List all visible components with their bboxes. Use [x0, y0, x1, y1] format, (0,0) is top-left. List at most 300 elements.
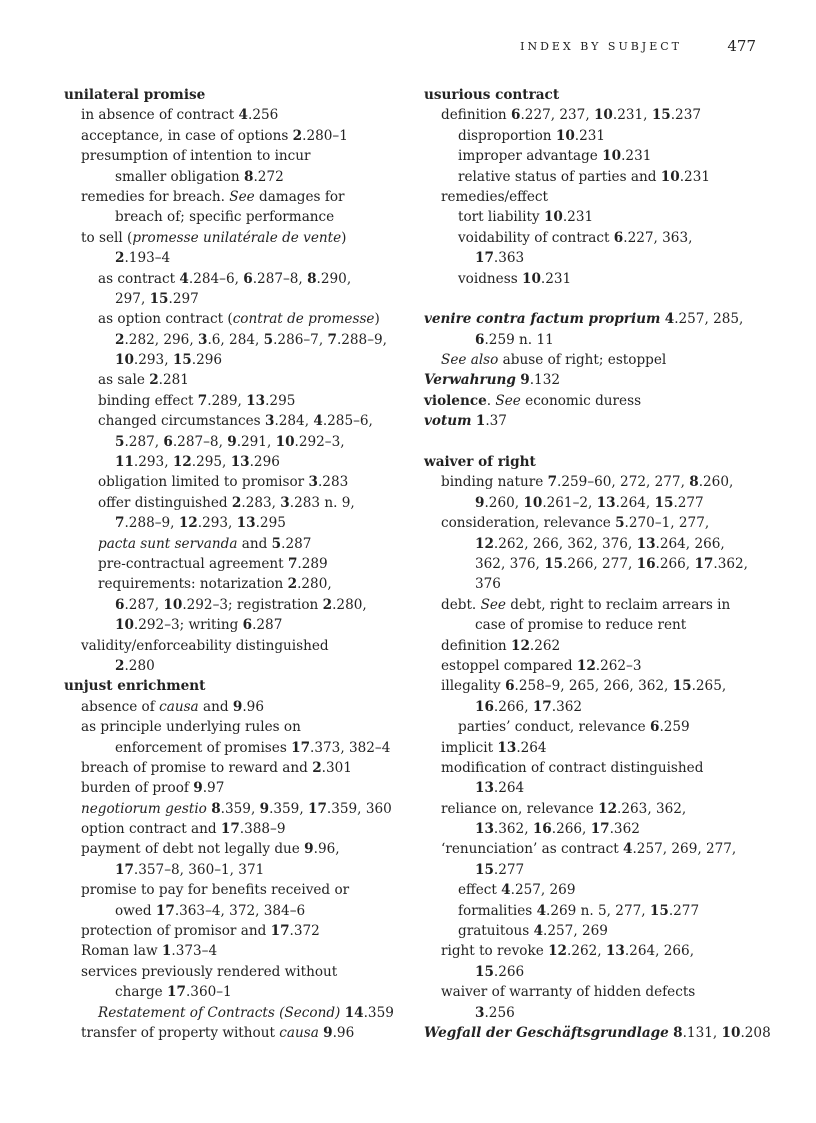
- volume-number: 9: [232, 698, 243, 715]
- entry-text: estoppel compared: [441, 657, 577, 674]
- entry-text: .256: [484, 1004, 515, 1021]
- page-number: 477: [727, 37, 756, 55]
- entry-text: .295,: [191, 454, 231, 471]
- entry-text: breach of promise to reward and: [81, 759, 313, 776]
- volume-number: 4: [536, 902, 547, 919]
- entry-text: .227, 363,: [623, 229, 693, 246]
- entry-text: .280: [124, 657, 155, 674]
- volume-number: 6: [243, 270, 253, 287]
- entry-text: ): [374, 311, 380, 328]
- index-subentry: [64, 228, 404, 248]
- index-subentry: [64, 289, 404, 309]
- entry-text: .272: [253, 168, 284, 185]
- volume-number: 16: [532, 821, 552, 838]
- entry-text: See: [229, 188, 255, 205]
- entry-text: binding effect: [98, 392, 198, 409]
- index-subentry: [64, 187, 404, 207]
- volume-number: 8: [211, 800, 221, 817]
- index-subentry: [424, 350, 764, 370]
- entry-text: services previously rendered without: [81, 963, 338, 980]
- volume-number: 5: [115, 433, 125, 450]
- volume-number: 13: [636, 535, 656, 552]
- volume-number: 2: [149, 372, 159, 389]
- entry-spacer: [424, 432, 764, 452]
- index-subentry: [424, 860, 764, 880]
- entry-text: obligation limited to promisor: [98, 474, 309, 491]
- entry-text: .362: [609, 821, 640, 838]
- volume-number: 17: [270, 923, 290, 940]
- volume-number: 6: [505, 678, 515, 695]
- volume-number: 10: [115, 617, 134, 634]
- entry-text: .359,: [269, 800, 308, 817]
- index-subentry: [424, 228, 764, 248]
- index-subentry: [64, 207, 404, 227]
- entry-text: .231,: [612, 107, 652, 124]
- index-subentry: [424, 880, 764, 900]
- entry-text: .296: [249, 454, 280, 471]
- entry-text: .287: [281, 535, 312, 552]
- entry-text: .284,: [274, 413, 314, 430]
- volume-number: 10: [602, 148, 622, 165]
- index-subentry: [64, 595, 404, 615]
- entry-text: See: [495, 392, 521, 409]
- entry-text: .97: [202, 780, 225, 797]
- entry-text: .259: [659, 719, 690, 736]
- entry-text: .282, 296,: [124, 331, 198, 348]
- entry-text: .264, 266,: [655, 535, 725, 552]
- volume-number: 15: [649, 902, 669, 919]
- index-heading: [424, 452, 764, 472]
- entry-text: .293,: [197, 515, 237, 532]
- entry-text: .260,: [484, 494, 524, 511]
- entry-text: as contract: [98, 270, 180, 287]
- index-subentry: [64, 921, 404, 941]
- volume-number: 13: [230, 454, 250, 471]
- entry-text: enforcement of promises: [115, 739, 292, 756]
- running-header: [0, 37, 816, 57]
- index-subentry: [424, 1003, 764, 1023]
- entry-text: .287,: [124, 596, 164, 613]
- index-subentry: [424, 534, 764, 554]
- entry-text: tort liability: [458, 209, 544, 226]
- entry-text: .362,: [493, 821, 533, 838]
- entry-text: .291,: [236, 433, 276, 450]
- index-subentry: [424, 962, 764, 982]
- index-subentry: [64, 126, 404, 146]
- index-subentry: [64, 105, 404, 125]
- index-heading: [64, 85, 404, 105]
- index-subentry: [424, 758, 764, 778]
- volume-number: 5: [263, 331, 274, 348]
- volume-number: 3: [280, 494, 290, 511]
- entry-text: .281: [158, 372, 189, 389]
- volume-number: 6: [242, 617, 253, 634]
- index-subentry: [64, 941, 404, 961]
- entry-text: .286–7,: [273, 331, 328, 348]
- entry-text: .288–9,: [336, 331, 387, 348]
- volume-number: 12: [475, 535, 494, 552]
- entry-text: .363–4, 372, 384–6: [174, 902, 306, 919]
- entry-text: .266,: [551, 821, 591, 838]
- volume-number: 9: [259, 800, 270, 817]
- volume-number: 8: [689, 474, 699, 491]
- index-subentry: [64, 167, 404, 187]
- volume-number: 16: [475, 698, 494, 715]
- index-subentry: [424, 207, 764, 227]
- index-subentry: [424, 126, 764, 146]
- entry-text: .295: [255, 515, 286, 532]
- entry-text: 376: [475, 576, 501, 593]
- index-subentry: [64, 391, 404, 411]
- entry-text: .296: [191, 352, 223, 369]
- entry-text: .265,: [691, 678, 727, 695]
- entry-text: right to revoke: [441, 943, 549, 960]
- entry-text: .269 n. 5, 277,: [546, 902, 650, 919]
- index-subentry: [424, 676, 764, 696]
- entry-text: requirements: notarization: [98, 576, 288, 593]
- entry-text: .231: [574, 127, 606, 144]
- entry-text: economic duress: [520, 392, 642, 409]
- volume-number: 1: [161, 943, 172, 960]
- entry-text: .266,: [493, 698, 533, 715]
- entry-text: .262: [529, 637, 561, 654]
- index-subentry: [424, 778, 764, 798]
- entry-text: and: [198, 698, 233, 715]
- volume-number: 13: [236, 515, 256, 532]
- entry-text: promise to pay for benefits received or: [81, 882, 350, 899]
- entry-text: usurious contract: [424, 87, 560, 103]
- entry-text: .287–8,: [172, 433, 228, 450]
- index-subentry: [64, 452, 404, 472]
- volume-number: 7: [327, 331, 337, 348]
- index-heading: [424, 309, 764, 329]
- entry-text: transfer of property without: [81, 1024, 280, 1041]
- volume-number: 2: [115, 250, 125, 267]
- volume-number: 10: [660, 168, 680, 185]
- entry-text: causa: [279, 1024, 319, 1041]
- volume-number: 7: [287, 555, 298, 572]
- entry-text: .373–4: [171, 943, 218, 960]
- entry-text: 362, 376,: [475, 555, 545, 572]
- entry-text: .227, 237,: [520, 107, 594, 124]
- entry-text: .270–1, 277,: [624, 515, 710, 532]
- entry-text: .37: [485, 413, 507, 430]
- index-subentry: [64, 819, 404, 839]
- entry-text: abuse of right; estoppel: [498, 352, 667, 369]
- entry-text: votum: [424, 413, 472, 430]
- volume-number: 13: [475, 821, 494, 838]
- volume-number: 3: [308, 474, 318, 491]
- entry-text: Restatement of Contracts (Second): [98, 1004, 341, 1021]
- index-subentry: [424, 513, 764, 533]
- entry-text: waiver of warranty of hidden defects: [441, 984, 696, 1001]
- index-subentry: [64, 799, 404, 819]
- volume-number: 2: [322, 596, 333, 613]
- index-subentry: [64, 350, 404, 370]
- volume-number: 17: [532, 698, 552, 715]
- entry-text: burden of proof: [81, 780, 194, 797]
- entry-text: .231: [679, 168, 710, 185]
- entry-text: parties’ conduct, relevance: [458, 719, 650, 736]
- entry-text: .96: [332, 1024, 355, 1041]
- entry-text: .96,: [313, 841, 340, 858]
- index-subentry: [64, 697, 404, 717]
- entry-text: .259 n. 11: [484, 331, 554, 348]
- index-subentry: [424, 697, 764, 717]
- volume-number: 6: [475, 331, 485, 348]
- entry-text: .231: [540, 270, 572, 287]
- entry-text: gratuitous: [458, 923, 534, 940]
- index-subentry: [64, 778, 404, 798]
- volume-number: 17: [475, 250, 494, 267]
- volume-number: 10: [593, 107, 613, 124]
- entry-text: implicit: [441, 739, 498, 756]
- volume-number: 13: [596, 494, 616, 511]
- volume-number: 17: [291, 739, 311, 756]
- entry-text: smaller obligation: [115, 168, 244, 185]
- volume-number: 10: [522, 270, 541, 287]
- volume-number: 4: [179, 270, 189, 287]
- index-subentry: [424, 921, 764, 941]
- volume-number: 12: [576, 657, 596, 674]
- volume-number: 10: [721, 1024, 741, 1041]
- entry-text: .288–9,: [124, 515, 179, 532]
- volume-number: 8: [244, 168, 254, 185]
- entry-text: violence: [424, 392, 487, 409]
- index-heading: [424, 370, 764, 390]
- entry-text: .295: [265, 392, 296, 409]
- volume-number: 13: [605, 943, 625, 960]
- index-subentry: [64, 146, 404, 166]
- volume-number: 13: [497, 739, 517, 756]
- volume-number: 2: [231, 494, 242, 511]
- entry-text: unilateral promise: [64, 87, 206, 103]
- entry-text: Verwahrung: [424, 372, 516, 389]
- entry-text: debt, right to reclaim arrears in: [505, 596, 731, 613]
- entry-text: .257, 285,: [674, 311, 744, 328]
- running-head-title: INDEX BY SUBJECT: [520, 40, 682, 53]
- index-subentry: [64, 717, 404, 737]
- index-subentry: [64, 472, 404, 492]
- volume-number: 7: [115, 515, 125, 532]
- entry-text: damages for: [254, 188, 345, 205]
- volume-number: 8: [307, 270, 317, 287]
- entry-text: .262–3: [595, 657, 642, 674]
- entry-text: relative status of parties and: [458, 168, 661, 185]
- entry-text: .: [486, 392, 496, 409]
- volume-number: 15: [544, 555, 564, 572]
- volume-number: 12: [548, 943, 567, 960]
- volume-number: 14: [344, 1004, 364, 1021]
- entry-text: .285–6,: [322, 413, 373, 430]
- entry-text: definition: [441, 637, 511, 654]
- index-subentry: [64, 860, 404, 880]
- volume-number: 1: [475, 413, 486, 430]
- index-subentry: [424, 799, 764, 819]
- entry-text: .132: [529, 372, 561, 389]
- index-subentry: [64, 370, 404, 390]
- index-subentry: [64, 574, 404, 594]
- entry-text: causa: [159, 698, 199, 715]
- index-subentry: [64, 758, 404, 778]
- volume-number: 3: [264, 413, 275, 430]
- volume-number: 8: [673, 1024, 683, 1041]
- entry-text: charge: [115, 984, 168, 1001]
- entry-text: .289,: [207, 392, 247, 409]
- index-subentry: [64, 554, 404, 574]
- entry-text: .283 n. 9,: [289, 494, 355, 511]
- entry-text: improper advantage: [458, 148, 603, 165]
- index-subentry: [64, 248, 404, 268]
- index-subentry: [64, 330, 404, 350]
- volume-number: 6: [511, 107, 521, 124]
- entry-text: ‘renunciation’ as contract: [441, 841, 624, 858]
- volume-number: 5: [615, 515, 625, 532]
- entry-text: reliance on, relevance: [441, 800, 599, 817]
- entry-text: binding nature: [441, 474, 548, 491]
- entry-text: .293,: [133, 454, 173, 471]
- entry-text: .96: [242, 698, 264, 715]
- volume-number: 13: [246, 392, 266, 409]
- entry-text: .292–3; registration: [182, 596, 323, 613]
- volume-number: 9: [520, 372, 530, 389]
- volume-number: 4: [533, 923, 544, 940]
- entry-text: disproportion: [458, 127, 556, 144]
- entry-spacer: [424, 289, 764, 309]
- entry-text: 297,: [115, 290, 150, 307]
- entry-text: .259–60, 272, 277,: [557, 474, 690, 491]
- index-subentry: [64, 493, 404, 513]
- entry-text: .257, 269: [543, 923, 608, 940]
- entry-text: offer distinguished: [98, 494, 232, 511]
- entry-text: .266: [493, 963, 525, 980]
- volume-number: 12: [172, 454, 192, 471]
- entry-text: .373, 382–4: [310, 739, 391, 756]
- volume-number: 17: [590, 821, 610, 838]
- entry-text: voidness: [458, 270, 522, 287]
- entry-text: remedies/effect: [441, 188, 548, 205]
- index-subentry: [424, 554, 764, 574]
- index-column-right: [424, 85, 771, 1043]
- entry-text: .231: [621, 148, 652, 165]
- entry-text: .262, 266, 362, 376,: [493, 535, 637, 552]
- index-heading: [64, 676, 404, 696]
- volume-number: 9: [193, 780, 203, 797]
- index-heading: [424, 411, 764, 431]
- volume-number: 5: [271, 535, 282, 552]
- entry-text: .266,: [655, 555, 695, 572]
- volume-number: 15: [149, 290, 169, 307]
- entry-text: .262,: [567, 943, 606, 960]
- index-subentry: [64, 534, 404, 554]
- entry-text: .258–9, 265, 266, 362,: [514, 678, 673, 695]
- index-subentry: [64, 656, 404, 676]
- entry-text: formalities: [458, 902, 537, 919]
- entry-text: illegality: [441, 678, 506, 695]
- index-subentry: [64, 1023, 404, 1043]
- volume-number: 2: [312, 759, 322, 776]
- volume-number: 9: [227, 433, 237, 450]
- index-subentry: [424, 901, 764, 921]
- volume-number: 10: [163, 596, 183, 613]
- index-subentry: [64, 269, 404, 289]
- entry-text: .256: [248, 107, 279, 124]
- entry-text: .263, 362,: [617, 800, 687, 817]
- volume-number: 4: [664, 311, 675, 328]
- entry-text: .264, 266,: [624, 943, 695, 960]
- entry-text: in absence of contract: [81, 107, 239, 124]
- index-subentry: [424, 941, 764, 961]
- entry-text: .357–8, 360–1, 371: [133, 861, 265, 878]
- entry-text: .363: [493, 250, 525, 267]
- index-subentry: [424, 595, 764, 615]
- index-subentry: [424, 574, 764, 594]
- index-heading: [424, 1023, 771, 1043]
- volume-number: 10: [115, 352, 134, 369]
- entry-text: venire contra factum proprium: [424, 311, 661, 328]
- volume-number: 4: [623, 841, 633, 858]
- volume-number: 10: [543, 209, 563, 226]
- entry-text: .292–3,: [294, 433, 345, 450]
- volume-number: 17: [307, 800, 327, 817]
- entry-text: .277: [668, 902, 700, 919]
- volume-number: 17: [155, 902, 175, 919]
- entry-text: .266, 277,: [563, 555, 637, 572]
- entry-text: ): [341, 229, 347, 246]
- entry-text: absence of: [81, 698, 160, 715]
- volume-number: 4: [313, 413, 323, 430]
- index-subentry: [424, 493, 764, 513]
- index-subentry: [424, 982, 764, 1002]
- volume-number: 2: [115, 331, 125, 348]
- volume-number: 15: [654, 494, 674, 511]
- volume-number: 15: [651, 107, 671, 124]
- entry-text: option contract and: [81, 821, 221, 838]
- volume-number: 4: [238, 107, 249, 124]
- entry-text: .283,: [241, 494, 281, 511]
- entry-text: as principle underlying rules on: [81, 719, 301, 736]
- entry-text: .284–6,: [188, 270, 244, 287]
- entry-text: .301: [321, 759, 352, 776]
- entry-text: .280,: [297, 576, 332, 593]
- volume-number: 17: [220, 821, 240, 838]
- index-subentry: [64, 513, 404, 533]
- entry-text: .6, 284,: [207, 331, 264, 348]
- entry-text: voidability of contract: [458, 229, 614, 246]
- entry-text: See also: [441, 352, 499, 369]
- volume-number: 3: [475, 1004, 485, 1021]
- volume-number: 17: [694, 555, 714, 572]
- index-subentry: [424, 187, 764, 207]
- index-subentry: [64, 615, 404, 635]
- entry-text: .360–1: [185, 984, 232, 1001]
- entry-text: .297: [168, 290, 199, 307]
- entry-text: promesse unilatérale de vente: [132, 229, 342, 246]
- entry-text: payment of debt not legally due: [81, 841, 305, 858]
- index-subentry: [424, 738, 764, 758]
- entry-text: changed circumstances: [98, 413, 265, 430]
- entry-text: negotiorum gestio: [81, 800, 207, 817]
- entry-text: .257, 269, 277,: [632, 841, 737, 858]
- entry-text: .287: [252, 617, 283, 634]
- index-subentry: [64, 411, 404, 431]
- index-subentry: [424, 167, 764, 187]
- entry-text: .292–3; writing: [133, 617, 243, 634]
- entry-text: to sell (: [81, 229, 133, 246]
- index-heading: [424, 85, 764, 105]
- entry-text: pacta sunt servanda: [98, 535, 238, 552]
- entry-text: .388–9: [239, 821, 286, 838]
